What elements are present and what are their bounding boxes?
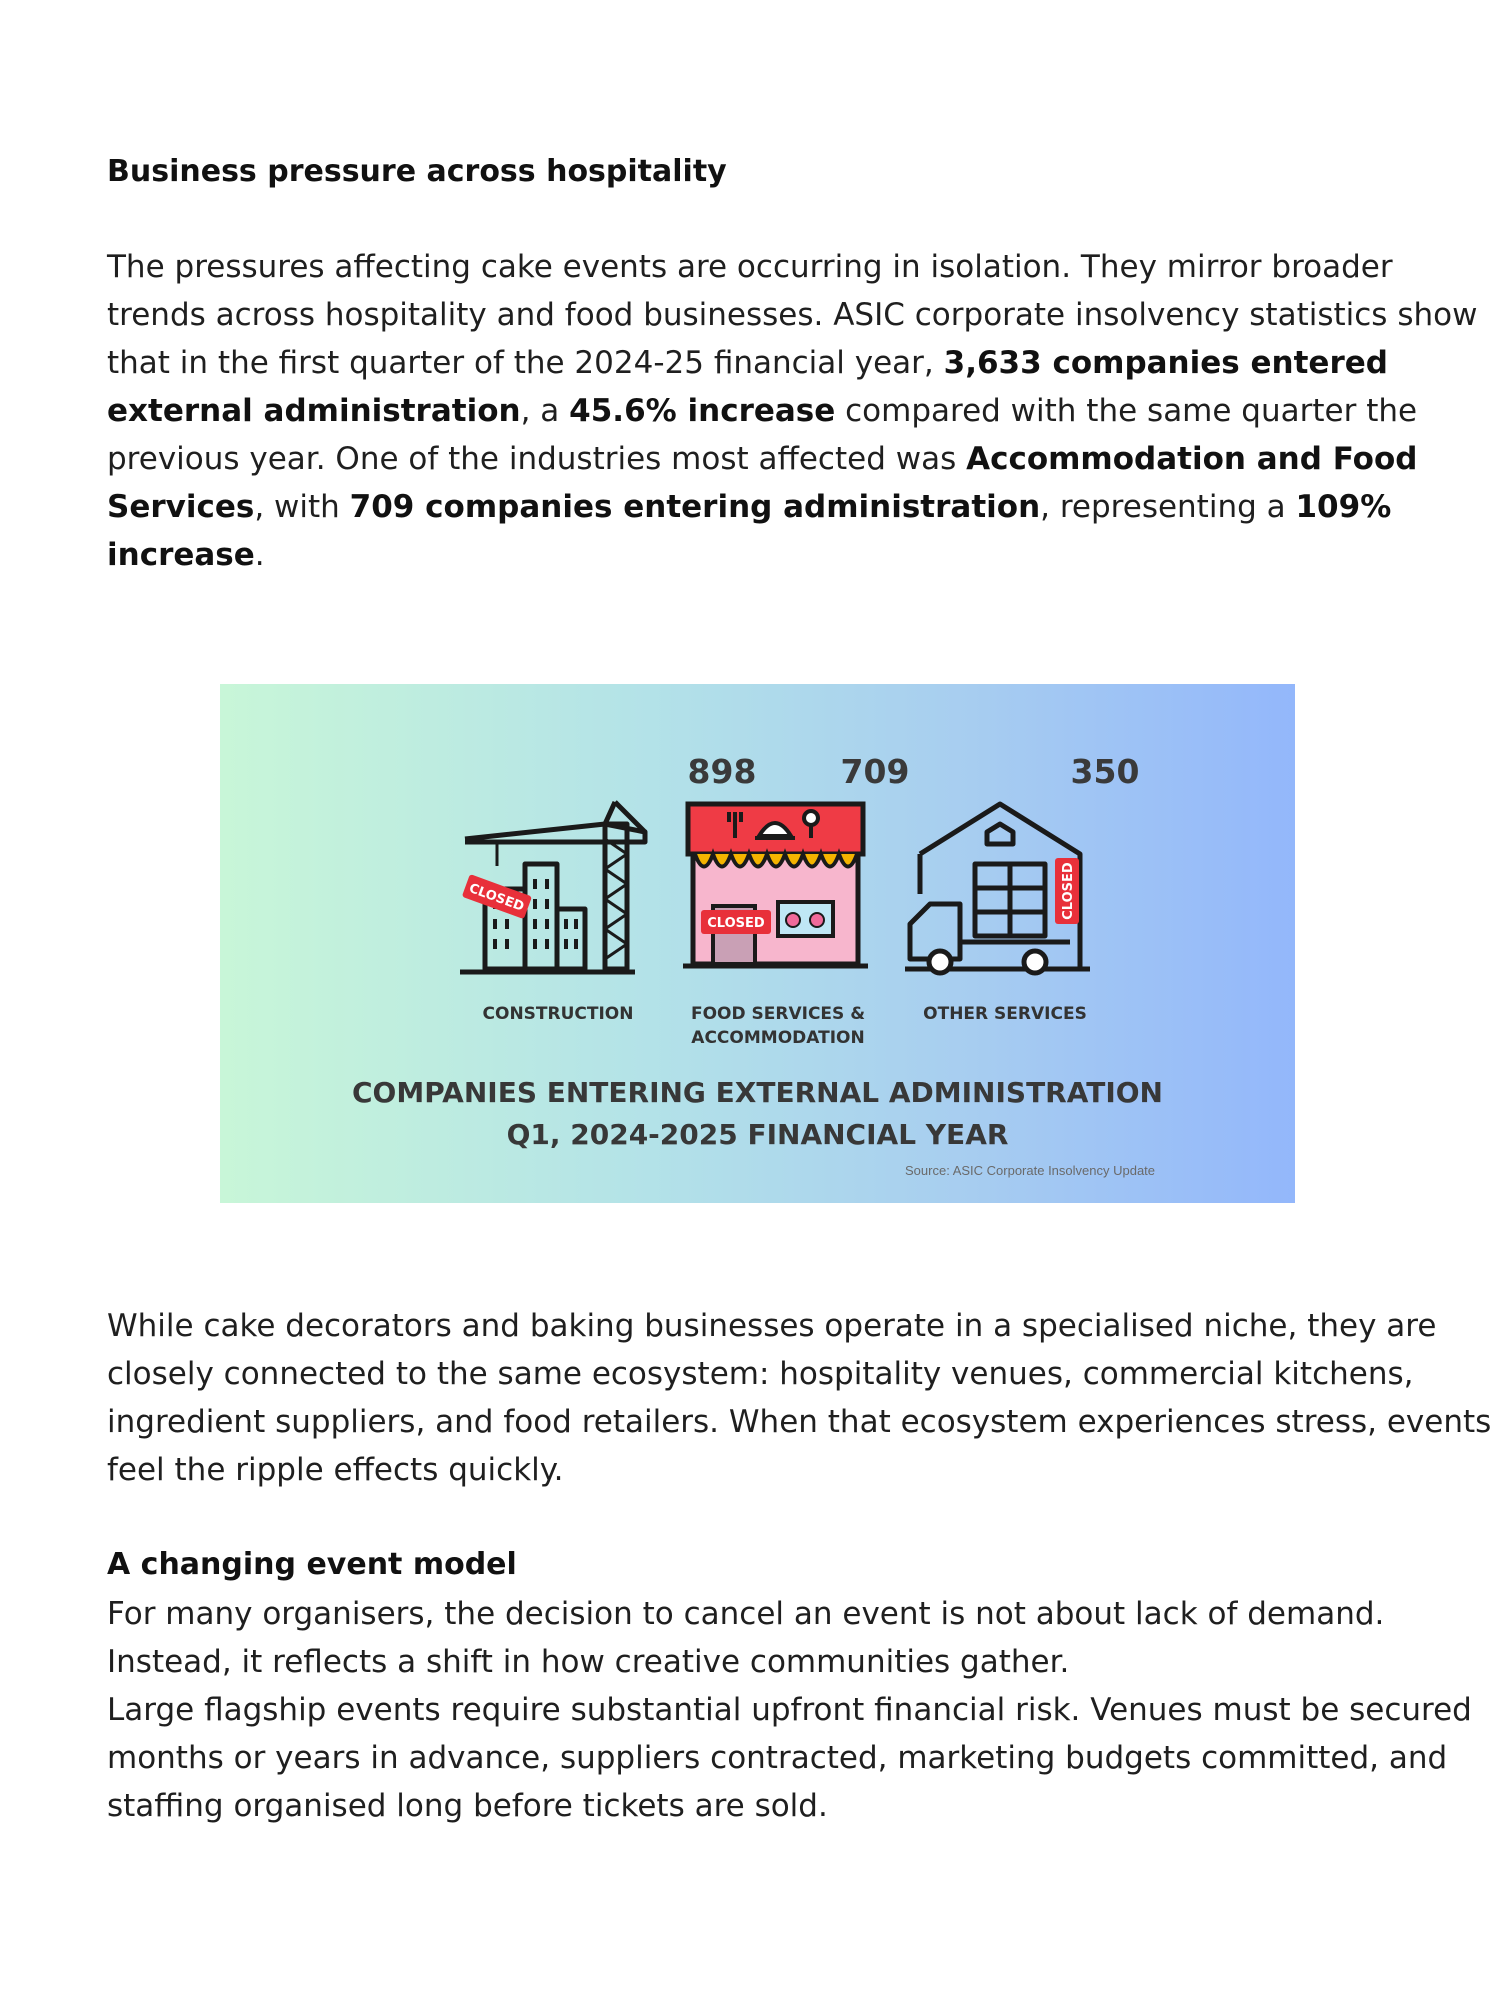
administration-infographic [220,684,1295,1203]
bold-text: Services [107,489,255,525]
text-line [107,531,1427,579]
value-food-services: 709 [840,752,910,791]
text-run: previous year. One of the industries most affected was [107,441,967,477]
text-line [107,339,1427,387]
text-line [107,243,1427,291]
text-line: closely connected to the same ecosystem: hospitality venues, commercial kitchens, [107,1356,1414,1392]
section-heading: Business pressure across hospitality [107,154,727,189]
text-run: . [254,537,265,573]
label-line: FOOD SERVICES & [690,1004,866,1024]
bold-text: 3,633 companies entered [943,345,1388,381]
label-line: CONSTRUCTION [482,1004,634,1024]
value-construction: 898 [687,752,757,791]
ecosystem-paragraph [107,1302,1492,1494]
infographic-title [220,1072,1295,1156]
text-line [107,435,1427,483]
text-line: ingredient suppliers, and food retailers. When that ecosystem experiences stress, events [107,1404,1492,1440]
label-line: OTHER SERVICES [923,1004,1087,1024]
text-line [107,483,1427,531]
insolvency-paragraph [107,243,1478,579]
bold-text: 709 companies entering administration [349,489,1041,525]
value-other-services: 350 [1070,752,1140,791]
bold-text: increase [107,537,255,573]
bold-text: 45.6% increase [569,393,836,429]
text-run: The pressures affecting cake events are occurring in isolation. They mirror broader [107,249,1393,285]
warehouse-truck-icon [905,794,1115,994]
text-run: , representing a [1040,489,1296,525]
title-line: Q1, 2024-2025 FINANCIAL YEAR [506,1118,1009,1151]
text-line [107,291,1478,339]
title-line: COMPANIES ENTERING EXTERNAL ADMINISTRATION [352,1076,1163,1109]
text-line: While cake decorators and baking businesses operate in a specialised niche, they are [107,1308,1437,1344]
text-line: Instead, it reflects a shift in how creative communities gather. [107,1644,1070,1680]
text-line [107,387,1427,435]
text-line: months or years in advance, suppliers contracted, marketing budgets committed, and [107,1740,1448,1776]
text-run: that in the first quarter of the 2024-25 financial year, [107,345,944,381]
label-other-services [875,1002,1135,1026]
restaurant-shop-icon [683,794,873,994]
text-line: feel the ripple effects quickly. [107,1452,564,1488]
label-line: ACCOMMODATION [691,1028,865,1048]
bold-text: external administration [107,393,521,429]
text-line: staffing organised long before tickets are sold. [107,1788,828,1824]
text-run: , a [520,393,570,429]
bold-text: Accommodation and Food [966,441,1418,477]
source-note: Source: ASIC Corporate Insolvency Update [905,1163,1156,1178]
bold-text: 109% [1295,489,1392,525]
text-run: compared with the same quarter the [835,393,1418,429]
text-line: For many organisers, the decision to cancel an event is not about lack of demand. [107,1596,1385,1632]
text-line: Large flagship events require substantial upfront financial risk. Venues must be secured [107,1692,1472,1728]
event-model-paragraph [107,1590,1472,1830]
text-run: , with [254,489,350,525]
section-heading: A changing event model [107,1547,517,1582]
construction-crane-icon [460,794,670,994]
closed-sign: CLOSED [1061,862,1076,920]
label-food-services [648,1002,908,1050]
text-run: trends across hospitality and food businesses. ASIC corporate insolvency statistics show [107,297,1478,333]
closed-sign: CLOSED [466,881,526,915]
closed-sign: CLOSED [707,916,765,931]
